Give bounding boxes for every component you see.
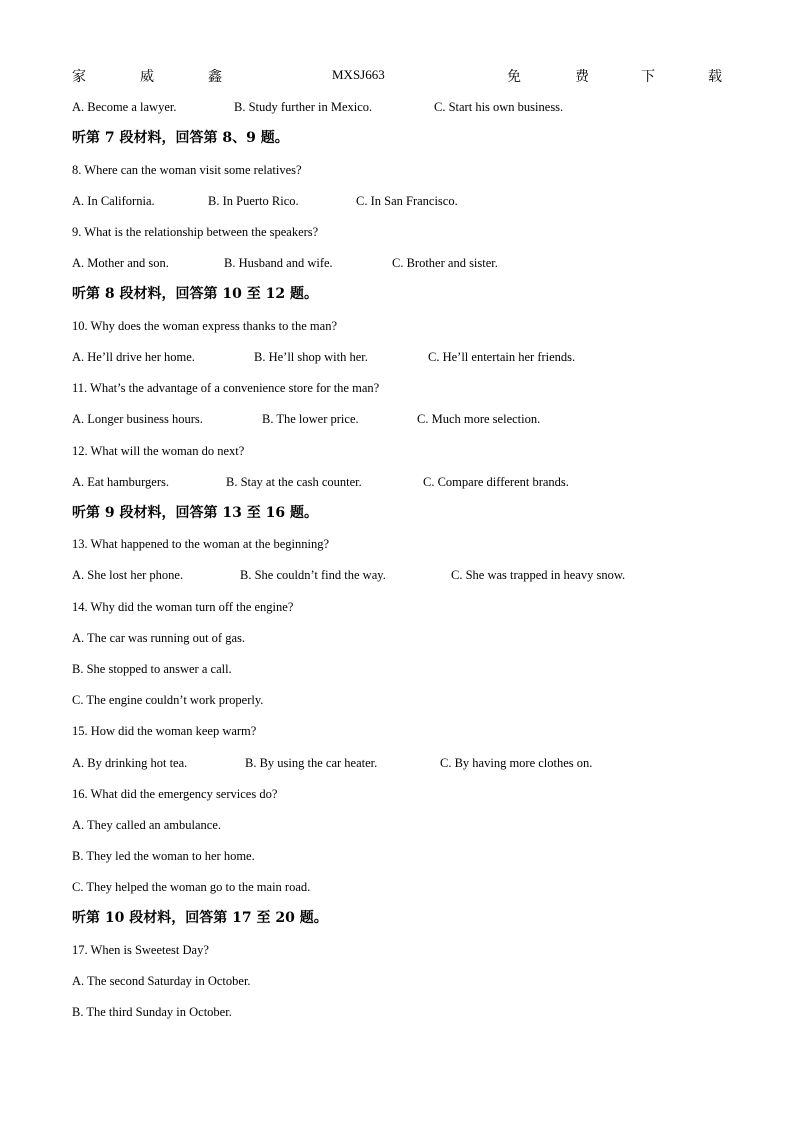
header-code: MXSJ663 [332,67,385,82]
header-char: 费 [575,70,589,85]
q14-option-c: C. The engine couldn’t work properly. [72,693,264,707]
option-b: B. By using the car heater. [245,756,378,770]
option-b: B. Study further in Mexico. [234,100,373,114]
option-a: A. Become a lawyer. [72,100,177,114]
q13-options [72,567,732,583]
q14-option-a: A. The car was running out of gas. [72,631,245,645]
option-c: C. He’ll entertain her friends. [428,350,576,364]
option-c: C. Brother and sister. [392,256,498,270]
q12-options [72,474,732,490]
question-12: 12. What will the woman do next? [72,444,245,458]
question-15: 15. How did the woman keep warm? [72,724,257,738]
option-a: A. Eat hamburgers. [72,475,169,489]
option-c: C. Start his own business. [434,100,564,114]
question-8: 8. Where can the woman visit some relatives? [72,163,302,177]
option-a: A. She lost her phone. [72,568,184,582]
option-c: C. In San Francisco. [356,194,458,208]
question-11: 11. What’s the advantage of a convenience store for the man? [72,381,380,395]
header-char: 家 [72,70,86,85]
question-13: 13. What happened to the woman at the beginning? [72,537,329,551]
header-char: 载 [708,70,722,85]
section-heading: 听第 7 段材料，回答第 8、9 题。 [72,130,289,146]
option-a: A. Longer business hours. [72,412,203,426]
option-b: B. He’ll shop with her. [254,350,368,364]
option-c: C. By having more clothes on. [440,756,593,770]
option-b: B. The lower price. [262,412,359,426]
option-c: C. She was trapped in heavy snow. [451,568,626,582]
q9-options [72,255,732,271]
question-16: 16. What did the emergency services do? [72,787,278,801]
question-9: 9. What is the relationship between the speakers? [72,225,319,239]
question-17: 17. When is Sweetest Day? [72,943,209,957]
q16-option-b: B. They led the woman to her home. [72,849,255,863]
header-char: 威 [140,70,154,85]
q15-options [72,755,732,771]
option-a: A. Mother and son. [72,256,169,270]
header-char: 鑫 [208,70,222,85]
section-heading: 听第 9 段材料，回答第 13 至 16 题。 [72,505,318,521]
q16-option-a: A. They called an ambulance. [72,818,222,832]
section-heading: 听第 8 段材料，回答第 10 至 12 题。 [72,286,318,302]
header-char: 下 [641,70,655,85]
option-b: B. Stay at the cash counter. [226,475,362,489]
option-a: A. In California. [72,194,155,208]
q11-options [72,411,732,427]
option-a: A. By drinking hot tea. [72,756,188,770]
option-b: B. In Puerto Rico. [208,194,299,208]
q7-options [72,99,732,115]
section-heading: 听第 10 段材料，回答第 17 至 20 题。 [72,910,328,926]
q17-option-a: A. The second Saturday in October. [72,974,251,988]
header-char: 免 [507,70,521,85]
option-c: C. Compare different brands. [423,475,569,489]
q16-option-c: C. They helped the woman go to the main road. [72,880,311,894]
question-10: 10. Why does the woman express thanks to the man? [72,319,337,333]
option-b: B. She couldn’t find the way. [240,568,386,582]
q10-options [72,349,732,365]
question-14: 14. Why did the woman turn off the engine? [72,600,294,614]
option-b: B. Husband and wife. [224,256,333,270]
q14-option-b: B. She stopped to answer a call. [72,662,232,676]
page-header [72,66,722,86]
q17-option-b: B. The third Sunday in October. [72,1005,232,1019]
option-a: A. He’ll drive her home. [72,350,195,364]
q8-options [72,193,732,209]
option-c: C. Much more selection. [417,412,541,426]
